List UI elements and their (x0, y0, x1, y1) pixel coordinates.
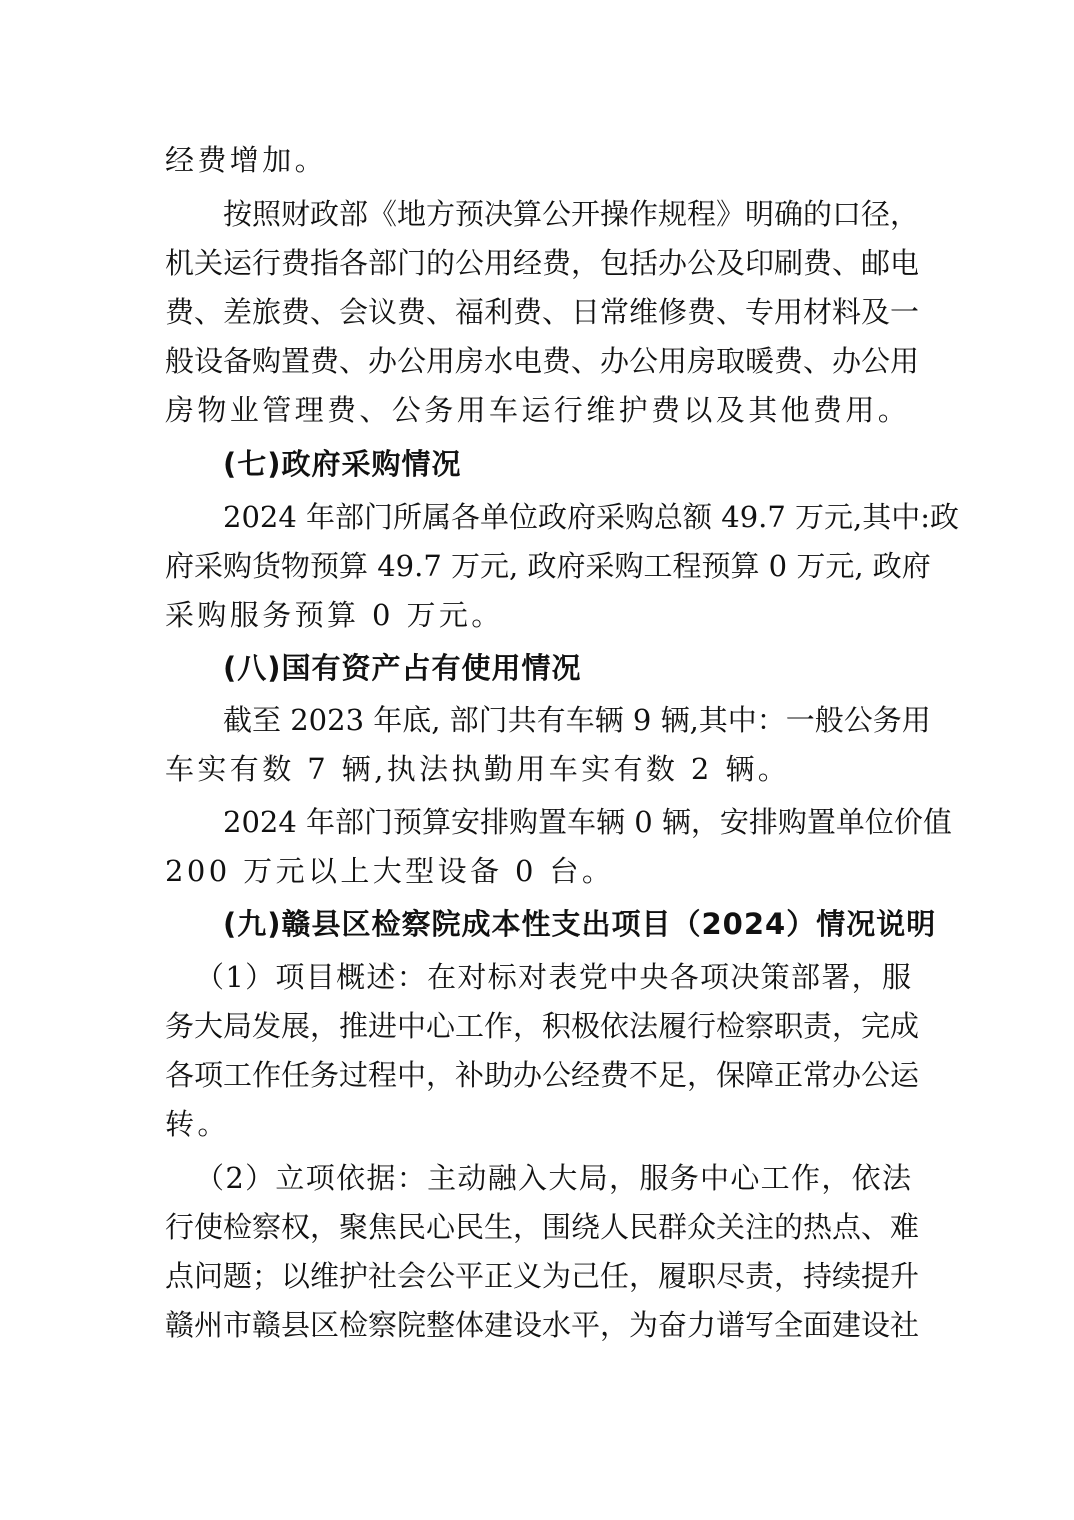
paragraph-line: 各项工作任务过程中，补助办公经费不足，保障正常办公运 (165, 1058, 920, 1092)
paragraph-line: 府采购货物预算 49.7 万元, 政府采购工程预算 0 万元, 政府 (165, 549, 931, 583)
paragraph-line: （1）项目概述：在对标对表党中央各项决策部署，服 (195, 960, 911, 994)
paragraph-line: 经费增加。 (165, 143, 328, 177)
paragraph-line: 200 万元以上大型设备 0 台。 (165, 854, 615, 888)
section-heading-9: (九)赣县区检察院成本性支出项目（2024）情况说明 (223, 907, 937, 941)
section-heading-7: (七)政府采购情况 (223, 447, 462, 481)
paragraph-line: 车实有数 7 辆,执法执勤用车实有数 2 辆。 (165, 752, 791, 786)
paragraph-line: 2024 年部门所属各单位政府采购总额 49.7 万元,其中:政 (223, 500, 960, 534)
paragraph-line: 点问题；以维护社会公平正义为己任，履职尽责，持续提升 (165, 1259, 920, 1293)
paragraph-line: 按照财政部《地方预决算公开操作规程》明确的口径， (223, 197, 920, 231)
paragraph-line: 行使检察权，聚焦民心民生，围绕人民群众关注的热点、难 (165, 1210, 920, 1244)
paragraph-line: 般设备购置费、办公用房水电费、办公用房取暖费、办公用 (165, 344, 920, 378)
paragraph-line: 截至 2023 年底, 部门共有车辆 9 辆,其中：一般公务用 (223, 703, 931, 737)
paragraph-line: 赣州市赣县区检察院整体建设水平，为奋力谱写全面建设社 (165, 1308, 920, 1342)
paragraph-line: 转。 (165, 1107, 230, 1141)
section-heading-8: (八)国有资产占有使用情况 (223, 651, 582, 685)
paragraph-line: 务大局发展，推进中心工作，积极依法履行检察职责，完成 (165, 1009, 920, 1043)
paragraph-line: 房物业管理费、公务用车运行维护费以及其他费用。 (165, 393, 911, 427)
paragraph-line: 采购服务预算 0 万元。 (165, 598, 504, 632)
paragraph-line: 2024 年部门预算安排购置车辆 0 辆，安排购置单位价值 (223, 805, 952, 839)
paragraph-line: 机关运行费指各部门的公用经费，包括办公及印刷费、邮电 (165, 246, 920, 280)
paragraph-line: 费、差旅费、会议费、福利费、日常维修费、专用材料及一 (165, 295, 920, 329)
paragraph-line: （2）立项依据：主动融入大局，服务中心工作，依法 (195, 1161, 911, 1195)
